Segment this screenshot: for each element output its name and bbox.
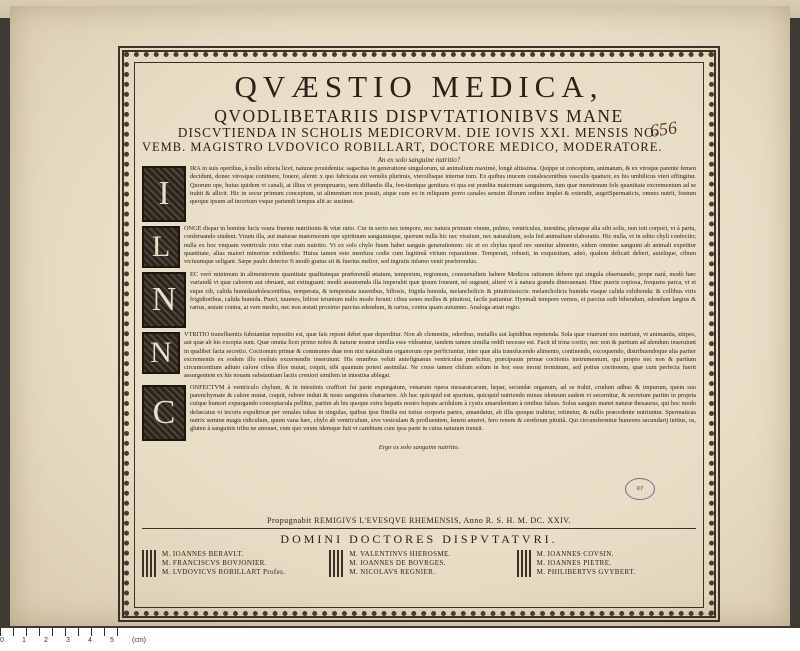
doctors-heading: DOMINI DOCTORES DISPVTATVRI. (280, 532, 558, 546)
ornament-icon (329, 559, 345, 568)
ruler-mark: 1 (22, 637, 26, 644)
document-title: QVÆSTIO MEDICA, (234, 69, 604, 104)
decorated-initial: C (142, 385, 186, 441)
doctors-column (142, 550, 321, 577)
doctor-name: M. PHILIBERTVS GVYBERT. (536, 568, 636, 576)
doctor-entry (517, 568, 696, 577)
decorated-initial: N (142, 272, 186, 328)
document-subtitle: QVODLIBETARIIS DISPVTATIONIBVS MANE (214, 106, 624, 126)
document-content (142, 66, 696, 586)
doctor-entry (142, 568, 321, 577)
doctor-entry (329, 559, 508, 568)
doctor-name: M. VALENTINVS HIEROSME. (349, 550, 451, 558)
defender-line: Propugnabit REMIGIVS L'EVESQVE RHEMENSIS, Anno R. S. H. M. DC. XXIV. (267, 516, 571, 525)
decorated-initial: I (142, 166, 186, 222)
ornament-icon (517, 550, 533, 559)
document-subtitle-line2: DISCVTIENDA IN SCHOLIS MEDICORVM. DIE IOVIS XXI. MENSIS NO- (177, 125, 661, 140)
ornament-icon (142, 559, 158, 568)
doctors-list (142, 550, 696, 577)
library-stamp: RF (625, 478, 655, 500)
scale-ruler (0, 628, 800, 651)
paragraph-text: EC verò minimum in alimentorum quantitate qualitateque præferendâ ætatum, temporum, regionum, consuetudinis habere Medicos rationem debere qui singula obseruando, prope narâ, modò hæc variandâ vt quæ calorem aut obruant, aut extinguant: modò assumenda illa imperabit quæ ipsum foueant, nó sugeant, alteré vt à natura grandu dimouenant. Hinc pueris copiosa, frequens parca, vt et sique cib, calida humidaudolescentibus, temperata, & tempestata iuuenibus, biliosis, frigida humida, melancholicis & pituitoissiccis: melancholicis humida vtaque calida exhibenda: & collibus viris frigidioribus, calida humida. Pueri, iuuenes, biliosi ieiunium nullo modo ferunt: cibus senes molles & pituitosi, facile patiuntur. Hyemali tempore vernos, et parcius estb bibendum, edendum largius & rarius, æstate contra, at vere medio, nec non æstati proximo parcius edendum, & rarius, contra quam autumno. Analoga ætati regio. (190, 271, 696, 312)
decorated-initial: N (142, 332, 180, 374)
ruler-mark: 2 (44, 637, 48, 644)
thesis-conclusion: Ergo ex solo sanguine nutritio. (378, 443, 460, 451)
doctor-name: M. FRANCISCVS BOVJONIER. (162, 559, 267, 567)
ornament-icon (517, 568, 533, 577)
ruler-mark: 3 (66, 637, 70, 644)
doctor-name: M. IOANNES DE BOVRGES. (349, 559, 446, 567)
doctor-name: M. NICOLAVS REGNIER. (349, 568, 436, 576)
thesis-question: An ex solo sanguine nutritio? (377, 156, 461, 164)
ornament-icon (329, 568, 345, 577)
divider-rule (142, 528, 696, 529)
ornament-icon (142, 568, 158, 577)
ruler-mark: 4 (88, 637, 92, 644)
doctors-column (517, 550, 696, 577)
paragraph-text: ONFECTVM à ventriculo chylum, & in intestinis craffiori fui parte expurgatum, venarum opera mesaraicarum, hepar, secundæ organum, ad se trahit, crudum adhuc & impurum, quem suo parenchymate & calore mutat, coquit, rubore induit & nouo sanguinis charactere. Ab hoc quicquid est spurium, quicquid nutriendo minus idoneum eadem vi secernitur, & secretum partim in propria cuique humori expurgando conceptacula pellitur, partim ab his quoque extra hepatis nostro hepate acidulum à cystis amarulentum à renibus falsus. Solus sanguis manet naturæ thesaurus, qui hoc modo defæcatus vi iecoris expultricæ per venales tubas in singulas, quibus ipse fimilis est totius corporis partes, amandatur, ab illis quoque trahitur, retinetur, & nullis præcedente nutriuntur. Spermaticas nutrix semine magis ridiculum, quum vana hæc, chylo ab ventriculum, sive vesiculam & profluentem, lenem amerei, fero renem & cerebrum pituitâ. Qui circumferentur humores secundarij initius, os, gluten à sanguinis tribu ne amouet, cum quo vnum idemque fuit vt cambium cum ipsa parte in cuius naturam transit. (190, 383, 696, 433)
doctor-name: M. LVDOVICVS ROBILLART Profes. (162, 568, 286, 576)
document-page (10, 6, 790, 626)
paragraph (142, 165, 696, 222)
doctor-name: M. IOANNES BERAVLT. (162, 550, 244, 558)
paragraph-text: ONGE dispar in homine lucis vsura fruente nutritionis & vitæ ratio. Cur in secto nec tempore, nec natura primum vinum, pulmo, ventriculus, intestina, pleraque alia sibi solis, non toti corpori, vt à partu, conferuando student. Vnum illa, aut maturae maternorum ope spirituum sanguinisque, quorum nulla hic nec visuium, nec naturalium, sola fed animalium elaboratio. Hic nulla, vt in edito chyli confectio; nulla ex hoc vnquam ventriculo roto vitæ cum nutritio. Vt ex solo chylo fuum habet sanguis generationem: sic et eo chylus quod ore sumitur alimento, eidem omnino sanguini ab animali expetitur quantitate, alias maiori minoriue exhibendo. Huius tamen esto menfura codis cum legitimâ virium reparatione. Temperati, robusti, in exquisitum, adeò, qualem delicati deberi, autelique, cibum victuumque seligant. Sæpe paulo deterior fi modò gratus sit & fuerius melior, sed ingratis infamo venit præferendus. (184, 225, 696, 266)
ruler-mark: 0 (0, 637, 4, 644)
handwritten-page-number: 656 (648, 117, 679, 141)
paragraph-text: IRA in suis operibus, à nullo edocta licet, naturæ prouidentia: sagacitas in generatione singulorum, ut animalium maximè, longè altissima. Quippe ut conceptum, animatum, & ex vtroque parente femen decidunt, donec virosque continere, fouere, aleret: x quo fabricata est venulis plurimis, vteroilisque internæ tum. Ex quibus inucem conalescentibus vasculis quatuor, ex his umbilicus vteri effingitur. Quorum ope, huius quidem vt canali, at illius vt prompruario, sem diffandis illa, fen-tientque genitura vi qua est prædita maternum sanguinem, tum quæ menstruum fols quantitate excrementum ad se trahit & allicit. Hic in secur primum conceptum, ut alimentum non possit, atque cum eo in reliquum porro canales sensim illorum ordine implet & extendit, augetSpermaticis, omnes nutrit, foetum quoque ipsum ad incertum vsque partendi tempus alit ac sustinet. (190, 165, 696, 206)
paragraph-text: VTRITIO transfluentis fubstantiæ repositio est, quæ fais reponi debet quæ deperditur. Non ab clementis, odoribus, metallis aut lapidibus repetenda. Sola quæ viuerunt nos nutriunt, vt animantia, stirpes, aut quæ ab his excepta sunt. Quæ omnia licet primo nobis & naturæ nostræ similia esse videantur, tandem tamen similia reddi necesse est. Facit id trina coctio, nec non & partium ad alendum inseruiunt in qualibet facta secretio. Coctionum primæ & communes duæ non nisi naturalium organorum ope perficiuntur, inter quæ alia transfucendo alimento, continendo, excoquendo, distribuendoque alia pariter excrementis ex eodem illo resiluis excernendis inseruiunt. His omnibus veluti antefignanus ventriculus præficitur, præcipuum primæ coctionis instrumentum, qui propio nec non & partium circumcentium adiuto calore cibos illos mutat, coquit, sibi quantum potest assimilat. Ne cruos tamen chilum solum in hoc esse morat terminum, sed potius coctionem, quæ cum perfecta fuerit assurgentem ex his nouam substantiam lactis creniori similem in intestina ablegat. (184, 331, 696, 380)
decorated-initial: L (142, 226, 180, 268)
paragraph (142, 331, 696, 381)
document-subtitle-line3: VEMB. MAGISTRO LVDOVICO ROBILLART, DOCTORE MEDICO, MODERATORE. (142, 140, 663, 154)
doctors-column (329, 550, 508, 577)
paragraph (142, 384, 696, 441)
ruler-unit: (cm) (132, 637, 146, 644)
ornament-icon (329, 550, 345, 559)
ornament-icon (142, 550, 158, 559)
doctor-entry (142, 550, 321, 559)
doctor-entry (517, 559, 696, 568)
doctor-entry (142, 559, 321, 568)
doctor-name: M. IOANNES COVSIN. (536, 550, 614, 558)
ornament-icon (517, 559, 533, 568)
ruler-mark: 5 (110, 637, 114, 644)
paragraph (142, 225, 696, 268)
doctor-entry (329, 550, 508, 559)
doctor-name: M. IOANNES PIETRE. (536, 559, 612, 567)
paragraph (142, 271, 696, 328)
doctor-entry (517, 550, 696, 559)
doctor-entry (329, 568, 508, 577)
ruler-ticks (0, 628, 130, 636)
